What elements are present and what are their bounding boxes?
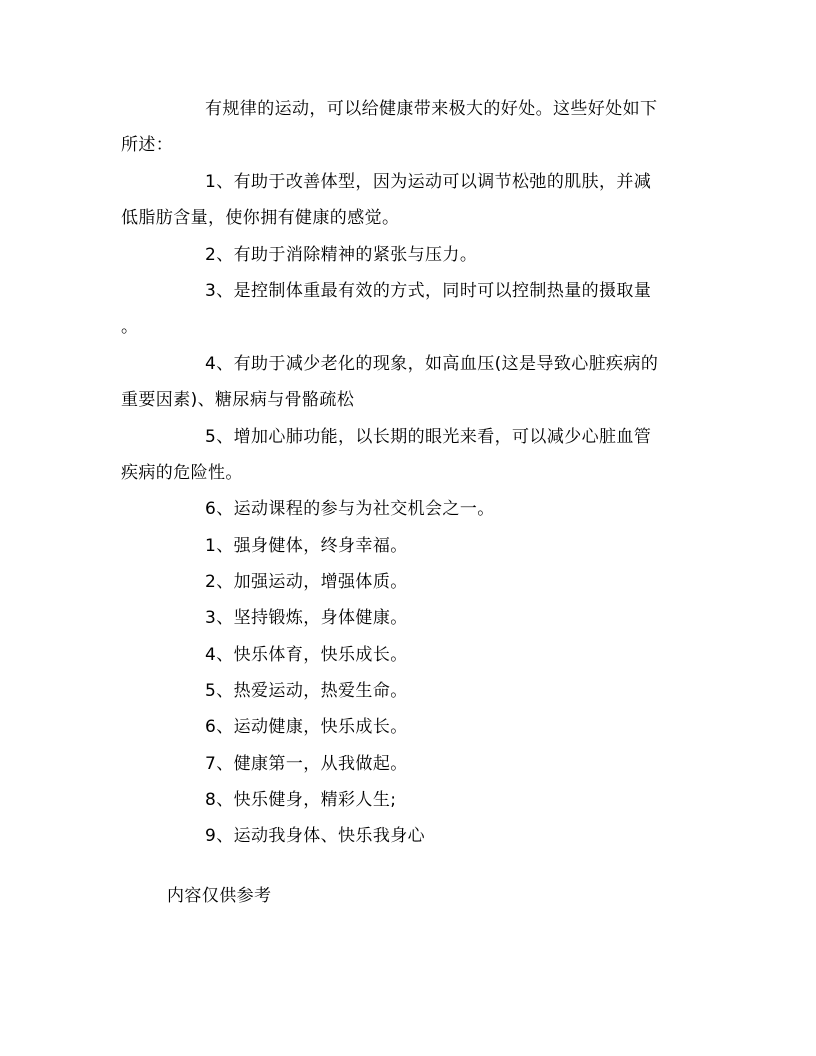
benefit-1-line: 1、有助于改善体型，因为运动可以调节松弛的肌肤，并减 bbox=[205, 172, 652, 192]
benefit-3-line: 3、是控制体重最有效的方式，同时可以控制热量的摄取量 bbox=[205, 281, 652, 301]
slogan-item: 8、快乐健身，精彩人生; bbox=[205, 790, 397, 810]
intro-paragraph-line: 所述： bbox=[121, 135, 174, 155]
slogan-item: 6、运动健康，快乐成长。 bbox=[205, 717, 408, 737]
benefit-4-line: 4、有助于减少老化的现象，如高血压(这是导致心脏疾病的 bbox=[205, 354, 659, 374]
slogan-item: 1、强身健体，终身幸福。 bbox=[205, 536, 408, 556]
benefit-1-line: 低脂肪含量，使你拥有健康的感觉。 bbox=[121, 208, 400, 228]
intro-paragraph-line: 有规律的运动，可以给健康带来极大的好处。这些好处如下 bbox=[205, 99, 658, 119]
benefit-4-line: 重要因素)、糖尿病与骨骼疏松 bbox=[121, 390, 355, 410]
slogan-item: 9、运动我身体、快乐我身心 bbox=[205, 826, 426, 846]
benefit-5-line: 疾病的危险性。 bbox=[121, 463, 243, 483]
benefit-3-line: 。 bbox=[121, 317, 139, 337]
footer-note: 内容仅供参考 bbox=[167, 886, 272, 906]
slogan-item: 7、健康第一，从我做起。 bbox=[205, 754, 408, 774]
slogan-item: 5、热爱运动，热爱生命。 bbox=[205, 681, 408, 701]
benefit-2-line: 2、有助于消除精神的紧张与压力。 bbox=[205, 245, 478, 265]
benefit-5-line: 5、增加心肺功能，以长期的眼光来看，可以减少心脏血管 bbox=[205, 427, 652, 447]
slogan-item: 3、坚持锻炼，身体健康。 bbox=[205, 608, 408, 628]
benefit-6-line: 6、运动课程的参与为社交机会之一。 bbox=[205, 499, 495, 519]
slogan-item: 2、加强运动，增强体质。 bbox=[205, 572, 408, 592]
slogan-item: 4、快乐体育，快乐成长。 bbox=[205, 645, 408, 665]
